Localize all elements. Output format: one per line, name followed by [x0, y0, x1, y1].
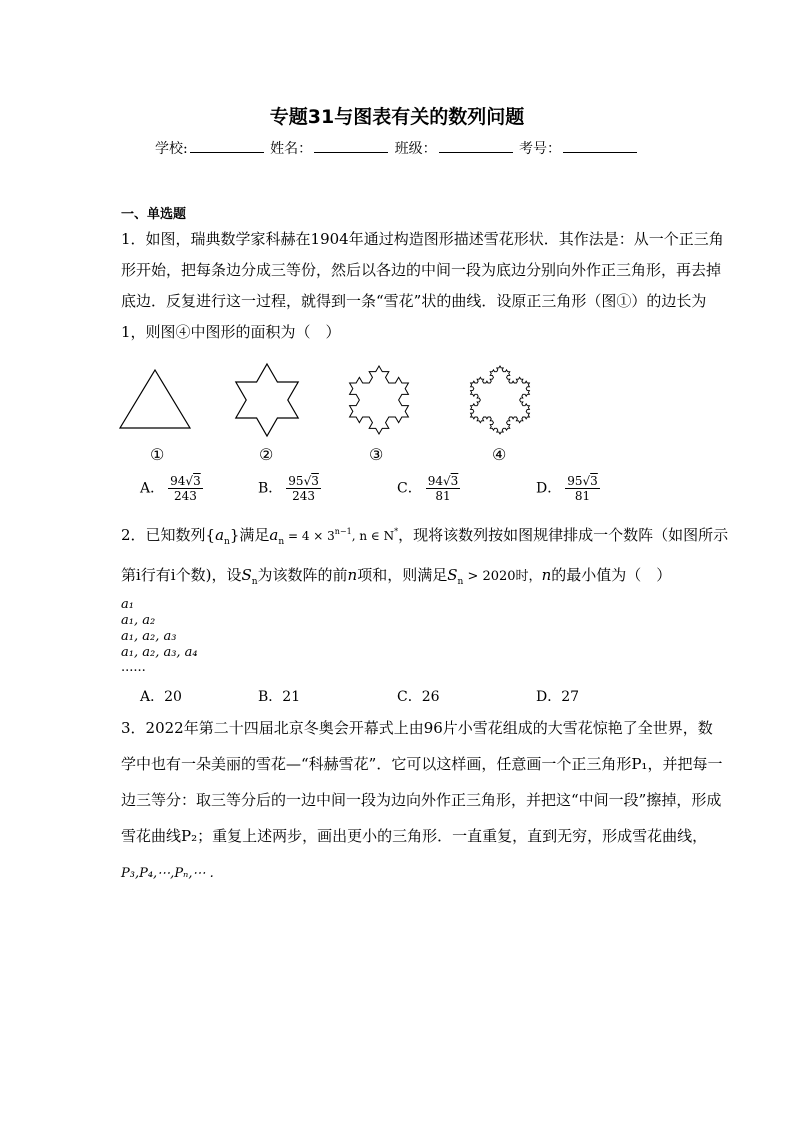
section-heading: 一、单选题: [121, 207, 187, 222]
number-label: 考号：: [519, 141, 562, 157]
q1-option-b[interactable]: B． $\frac{95√3}{243}$: [258, 474, 319, 503]
q3-line-5: P₃,P₄,⋯,Pₙ,⋯ .: [121, 866, 214, 881]
class-label: 班级：: [394, 141, 437, 157]
q1-line-4: 1，则图④中图形的面积为（ ）: [121, 323, 341, 341]
koch-figures: [115, 360, 555, 440]
q2-option-c[interactable]: C．26: [397, 689, 440, 705]
koch-figure-1: [120, 370, 190, 428]
koch-figure-4: [471, 366, 530, 434]
page-title: 专题31与图表有关的数列问题: [269, 106, 525, 128]
q2-array-row-5: ......: [121, 660, 146, 675]
q2-array-row-2: a₁, a₂: [121, 613, 156, 628]
figure-label-3: ③: [369, 445, 384, 464]
student-info-row: [0, 138, 794, 158]
koch-figure-3: [350, 366, 409, 434]
school-blank[interactable]: [190, 140, 264, 153]
school-label: 学校:: [154, 141, 188, 157]
name-label: 姓名：: [270, 141, 313, 157]
q3-line-4: 雪花曲线P₂；重复上述两步，画出更小的三角形．一直重复，直到无穷，形成雪花曲线，: [121, 827, 708, 845]
q2-array-row-3: a₁, a₂, a₃: [121, 629, 177, 644]
figure-label-4: ④: [492, 445, 507, 464]
q1-option-a[interactable]: A． $\frac{94√3}{243}$: [140, 474, 201, 503]
class-blank[interactable]: [439, 140, 513, 153]
q1-option-c[interactable]: C． $\frac{94√3}{81}$: [397, 474, 459, 503]
q2-option-a[interactable]: A．20: [140, 689, 182, 705]
koch-figure-2: [236, 364, 298, 436]
name-blank[interactable]: [314, 140, 388, 153]
figure-label-1: ①: [150, 445, 165, 464]
q2-option-d[interactable]: D．27: [536, 689, 580, 705]
q3-line-3: 边三等分：取三等分后的一边中间一段为边向外作正三角形，并把这“中间一段”擦掉，形成: [121, 791, 722, 809]
q1-line-3: 底边．反复进行这一过程，就得到一条“雪花”状的曲线．设原正三角形（图①）的边长为: [121, 292, 707, 310]
q2-option-b[interactable]: B．21: [258, 689, 301, 705]
q1-line-2: 形开始，把每条边分成三等份，然后以各边的中间一段为底边分别向外作正三角形，再去掉: [121, 261, 722, 279]
figure-label-2: ②: [259, 445, 274, 464]
q1-option-d[interactable]: D． $\frac{95√3}{81}$: [536, 474, 598, 503]
q3-line-1: 3．2022年第二十四届北京冬奥会开幕式上由96片小雪花组成的大雪花惊艳了全世界，数: [121, 719, 713, 737]
q2-line-1: 2．已知数列$\{a_n\}$满足$a_n = 4 \times 3^{n-1}$, n ∈ N*，现将该数列按如图规律排成一个数阵（如图所示: [121, 526, 729, 547]
q1-line-1: 1．如图，瑞典数学家科赫在1904年通过构造图形描述雪花形状．其作法是：从一个正三角: [121, 230, 724, 248]
q2-array-row-1: a₁: [121, 597, 134, 612]
number-blank[interactable]: [563, 140, 637, 153]
q3-line-2: 学中也有一朵美丽的雪花—“科赫雪花”．它可以这样画，任意画一个正三角形P₁，并把每一: [121, 755, 723, 773]
q2-array-row-4: a₁, a₂, a₃, a₄: [121, 645, 198, 660]
q2-line-2: 第i行有i个数)，设$S_n$为该数阵的前n项和，则满足$S_n > 2020$时，n的最小值为（ ）: [121, 566, 672, 587]
